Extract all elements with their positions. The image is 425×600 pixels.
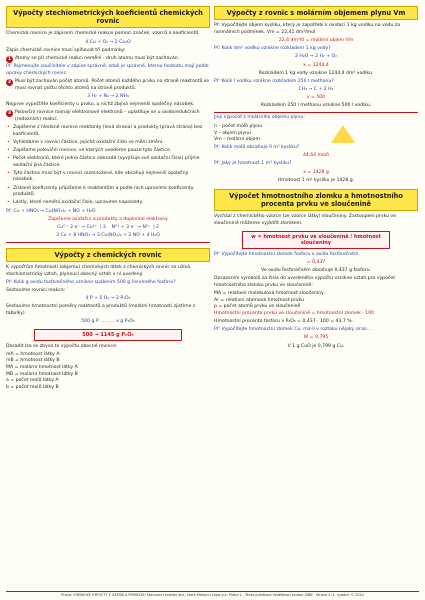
paragraph: Dosadit lze se zbývá to výpočtu obecné rovnice: — [6, 343, 118, 349]
definition-item: p = počet atomů prvku ve sloučenině — [214, 304, 301, 310]
result: x = 1244,4 — [303, 62, 329, 68]
rule-text: Zapíšeme oxidační a produkty a doplníme elektrony — [48, 216, 168, 222]
example: Př: Vypočítejte hmotnostní zlomek fosforu v oxidu fosforečném. — [214, 251, 360, 257]
number-badge: 2 — [7, 79, 12, 85]
bullet-item: • Lastly, které nemění oxidační číslo, upravíme naposledy. — [6, 200, 210, 207]
example: Jiný výpočet z molárního objemu plynu: — [214, 114, 305, 120]
paragraph: Ve oxidu fosforečném obsahuje 0,437 g fosforu. — [261, 267, 371, 273]
definition-item: MA = molární hmotnost látky A — [6, 365, 78, 371]
numbered-item — [6, 79, 210, 92]
item-text: Musí být zachován počet atomů. Počet atomů každého prvku na straně reaktantů se musí rovnat počtu těchto atomů na straně produktů. — [15, 78, 210, 91]
equation: CH₄ → C + 2 H₂ — [298, 86, 334, 92]
example: Př: Vypočítejte hmotnostní zlomek Cu, má-li v roztoku nějaký síran... — [214, 327, 372, 333]
definition-item: MA = relativní molekulová hmotnost sloučeniny — [214, 290, 324, 296]
definition-item: mB = hmotnost látky B — [6, 358, 60, 364]
triangle-block — [214, 123, 418, 145]
item-text: Poloviční rovnice rovnají elektronové elektronů – uplatňuje se u oxidoredukčních (redoxních) reakcí. — [15, 110, 200, 122]
paragraph: Dosazením symbolů za čísla do uvedeného výpočtu vznikne vztah pro výpočet hmotnostního zlomku prvku ve sloučenině: — [214, 276, 396, 288]
example: Př: Jaký je hmotnost 1 m³ kyslíku? — [214, 161, 292, 167]
paragraph: Rozkladem 1 kg vody vznikne 1244,4 dm³ vodíku. — [258, 70, 374, 76]
definition-item: V – objem plynu — [214, 130, 251, 136]
result: x = 500 — [306, 95, 326, 101]
section-header-calculations: Výpočty z chemických rovnic — [6, 248, 210, 262]
numbered-item — [6, 56, 210, 63]
definition-item: mA = hmotnost látky A — [6, 351, 60, 357]
equation: 2 H₂O → 2 H₂ + O₂ — [295, 54, 337, 60]
bullet-item: • Zapíšeme poloviční rovnice, ve kterých uvedeme pouze tyto částice. — [6, 148, 210, 155]
result-box: 500 → 1145 g P₂O₅ — [34, 329, 182, 341]
paragraph: Hmotnostní procento fosforu v P₂O₅ = 0,437 · 100 = 43,7 %. — [214, 319, 354, 325]
paragraph: Vychází z chemického vzorce (ze vzorce látky) sloučeniny. Zastoupení prvku ve sloučenině můžeme vyjádřit zlomkem. — [214, 214, 397, 227]
formula-box: w = hmotnost prvku ve sloučenině / hmotnost sloučeniny — [242, 231, 390, 249]
result: 44,64 molů — [302, 153, 330, 159]
equation: 3 Cu + 8 HNO₃ → 3 Cu(NO₃)₂ + 2 NO + 4 H₂O — [56, 233, 160, 239]
item-text: Atomy se při chemické reakci nemění - druh atomu musí být zachován. — [15, 55, 180, 61]
triangle-diagram — [331, 125, 355, 143]
paragraph: Př: Vypočítejte objem kyslíku, který je zapotřebí k oxidaci 1 kg vodíku na vodu za normálních podmínek. Vm = 22,41 dm³/mol — [214, 23, 401, 35]
paragraph: Hmotnostní procento prvku ve sloučenině = hmotnostní zlomek · 100 — [214, 310, 374, 316]
definition-item: b = počet molů látky B — [6, 385, 59, 391]
definition-item: n – počet molů plynu — [214, 124, 263, 130]
definition-item: Ar = relativní atomová hmotnost prvku — [214, 297, 304, 303]
equation: 500 g P .......... x g P₂O₅ — [81, 319, 135, 325]
example: Př: Cu + HNO₃ → Cu(NO₃)₂ + NO + H₂O — [6, 208, 96, 214]
example: Př: Kolik l vodíku vznikne rozkladem 250 l methanu? — [214, 78, 334, 84]
section-header-molar-volume: Výpočty z rovnic s molárním objemem plynu Vm — [214, 6, 418, 20]
section-header-mass-fraction: Výpočet hmotnostního zlomku a hmotnostního procenta prvku ve sloučenině — [214, 189, 418, 211]
left-column — [6, 6, 210, 392]
equation: 4 Cu + O₂ → 2 Cu₂O — [85, 39, 131, 45]
number-badge: 3 — [7, 111, 12, 117]
definition-item: MB = molární hmotnost látky B — [6, 371, 78, 377]
highlight: 22,4 dm³/0 = molární objem Vm — [278, 38, 354, 44]
paragraph: Hmotnost 1 m³ kyslíku je 1428 g. — [277, 177, 355, 183]
section-header-stechiometry: Výpočty stechiometrických koeficientů chemických rovnic — [6, 6, 210, 28]
definition-item: Vm – molární objem — [214, 137, 260, 143]
divider — [214, 112, 418, 113]
paragraph: Zápis chemické rovnice musí splňovat tři podmínky: — [6, 47, 126, 53]
paragraph: Sestavíme hmotnostní poměry reaktantů a produktů (molární hmotnosti zjistíme z tabulky) — [6, 304, 196, 316]
result: = 0,437 — [306, 259, 326, 265]
right-column — [214, 6, 418, 352]
bullet-item: • Vyhledáme v rovnici částice, jejichž oxidační číslo se mění změní. — [6, 140, 210, 147]
divider — [6, 242, 210, 243]
paragraph: Př: Pojmenujte součinitele v zápise správně, zdali je správné, kterou hodnotu mají podle úpravy chemických rovnic. — [6, 64, 209, 76]
paragraph: Chemická rovnice je zápisem chemické reakce pomocí značek, vzorců a koeficientů. — [6, 31, 200, 37]
number-badge: 1 — [7, 56, 12, 62]
paragraph: K výpočtům hmotnosti (objemu) chemických látek z chemických rovnic se užívá stechiometrický vztah, plynoucí obecný vztah v ní uvedený. — [6, 264, 191, 277]
equation: 4 P + 5 O₂ → 2 P₂O₅ — [85, 296, 131, 302]
example: Př: Kolik g oxidu fosforečného vznikne spálením 500 g červeného fosforu? — [6, 279, 176, 285]
result: x = 1428 g — [303, 169, 329, 175]
numbered-item — [6, 110, 210, 123]
paragraph: Rozkladem 250 l methanu vznikne 500 l vodíku. — [260, 103, 372, 109]
definition-list — [214, 124, 262, 144]
bullet-item: • Získané koeficienty připíšeme k reaktantům a podle nich upravíme koeficienty produktů. — [6, 186, 210, 199]
bullet-item: • Zapíšeme z hledané rovnice reaktanty (levá strana) a produkty (pravá strana) bez koeficientů. — [6, 125, 210, 138]
paragraph: V 1 g CuO je 0,799 g Cu. — [287, 343, 345, 349]
equation: Cu⁰ – 2 e⁻ → Cu²⁺ |·3 N⁵⁺ + 3 e⁻ → N²⁺ |·2 — [56, 224, 160, 230]
definition-list — [6, 352, 210, 392]
definition-list — [214, 291, 418, 311]
footer: Praha: CHEMICKÉ VÝPOČTY V ZÁPISE A PÍSMEČKU Stanovení kvalitní atd., které Maltyriu Lapis a.s. Praha 2 - Tento publikace Vzdělávací soubor ISBN · Strana 2 (1. vydání) © 2010 — [6, 591, 419, 597]
equation: 3 H₂ + N₂ → 2 NH₃ — [87, 93, 129, 99]
example: Př: Kolik dm³ vodíku vznikne rozkladem 1 kg vody? — [214, 46, 331, 52]
paragraph: Nejprve vypočtěte koeficienty u prvku, u nichž zbývá nejmenší společný násobek. — [6, 101, 195, 107]
example: Př: Kolik molů obsahuje 0 m³ kyslíku? — [214, 145, 300, 151]
result: W = 0,795 — [303, 335, 329, 341]
paragraph: Sestavíme rovnici reakce: — [6, 287, 66, 293]
definition-item: a = počet molů látky A — [6, 378, 59, 384]
bullet-item: • Počet elektronů, které jedna částice odevzdá (vyvýšuje své oxidační číslo) přijme oxidační jiná částice. — [6, 156, 210, 169]
bullet-item: • Tyto částice musí být v rovnici rozmnožené, kde obsahují nejmenší společný násobek. — [6, 171, 210, 184]
